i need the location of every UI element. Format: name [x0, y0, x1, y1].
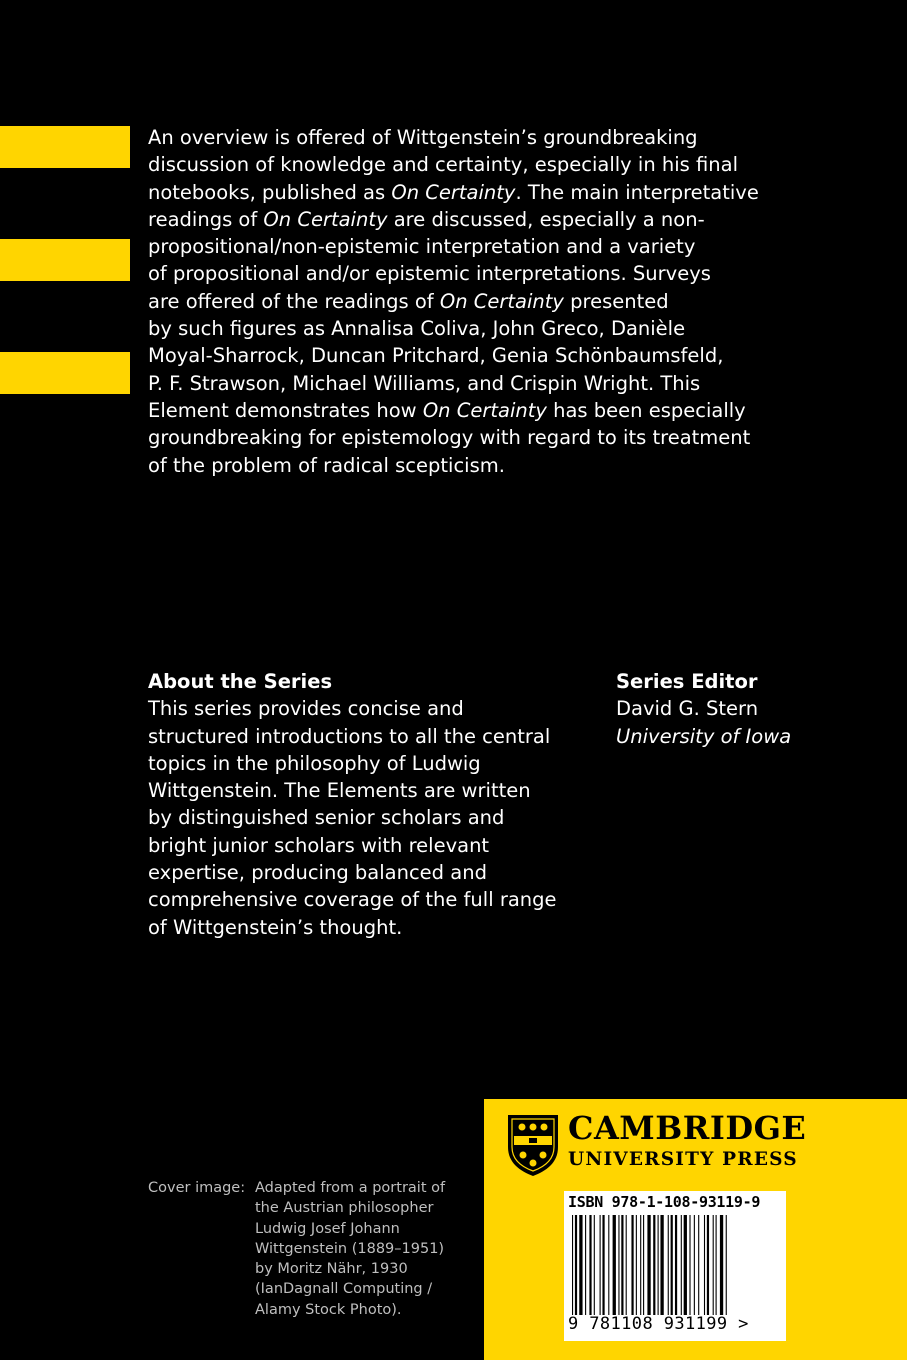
barcode-bar: [707, 1215, 709, 1315]
barcode-bar: [704, 1215, 705, 1315]
barcode-bar: [698, 1215, 699, 1315]
barcode-bar: [668, 1215, 669, 1315]
description-line: Moyal-Sharrock, Duncan Pritchard, Genia Schönbaumsfeld,: [148, 344, 724, 368]
barcode-bar: [589, 1215, 591, 1315]
barcode-bar: [631, 1215, 633, 1315]
about-line: expertise, producing balanced and: [148, 861, 487, 885]
description-line: propositional/non-epistemic interpretation and a variety: [148, 235, 696, 259]
barcode-bar: [647, 1215, 650, 1315]
yellow-stripe: [0, 352, 130, 394]
barcode-bar: [660, 1215, 663, 1315]
barcode-bar: [636, 1215, 637, 1315]
barcode-bar: [613, 1215, 616, 1315]
isbn-barcode: [564, 1191, 786, 1341]
editor-heading: Series Editor: [616, 670, 758, 693]
barcode-bar: [579, 1215, 582, 1315]
cover-credit-text: [255, 1178, 485, 1320]
barcode-digits: 9 781108 931199 >: [568, 1314, 749, 1334]
about-the-series: [148, 668, 608, 941]
about-body: [148, 695, 608, 941]
cover-credit-line: Wittgenstein (1889–1951): [255, 1240, 445, 1257]
about-line: bright junior scholars with relevant: [148, 833, 490, 857]
barcode-bar: [572, 1215, 573, 1315]
description-line: groundbreaking for epistemology with regard to its treatment: [148, 426, 751, 450]
cover-credit-line: by Moritz Nähr, 1930: [255, 1261, 408, 1278]
about-line: This series provides concise and: [148, 697, 464, 721]
barcode-bar: [640, 1215, 641, 1315]
description-line: Element demonstrates how On Certainty has been especially: [148, 398, 746, 422]
publisher-name-line1: CAMBRIDGE: [568, 1109, 807, 1147]
description-line: readings of On Certainty are discussed, especially a non-: [148, 207, 705, 231]
cover-credit-label: Cover image:: [148, 1180, 246, 1196]
description-line: An overview is offered of Wittgenstein’s groundbreaking: [148, 126, 698, 149]
about-line: Wittgenstein. The Elements are written: [148, 779, 531, 803]
barcode-bar: [621, 1215, 623, 1315]
barcode-bar: [684, 1215, 687, 1315]
cambridge-shield-icon: [506, 1113, 560, 1177]
barcode-bar: [608, 1215, 609, 1315]
cover-credit-line: Alamy Stock Photo).: [255, 1301, 402, 1318]
about-line: by distinguished senior scholars and: [148, 806, 505, 830]
about-line: of Wittgenstein’s thought.: [148, 915, 403, 939]
editor-name: David G. Stern: [616, 697, 759, 721]
description-line: of propositional and/or epistemic interpretations. Surveys: [148, 262, 711, 286]
barcode-bar: [653, 1215, 655, 1315]
book-title-italic: On Certainty: [439, 289, 564, 313]
barcode-bar: [626, 1215, 627, 1315]
about-line: topics in the philosophy of Ludwig: [148, 751, 481, 775]
barcode-bar: [658, 1215, 659, 1315]
description-line: are offered of the readings of On Certainty presented: [148, 289, 669, 313]
yellow-stripe: [0, 126, 130, 168]
barcode-bar: [643, 1215, 644, 1315]
publisher-name-line2: UNIVERSITY PRESS: [568, 1149, 798, 1170]
barcode-bar: [694, 1215, 695, 1315]
barcode-bar: [602, 1215, 604, 1315]
about-heading: About the Series: [148, 670, 333, 693]
cover-credit-line: Ludwig Josef Johann: [255, 1220, 400, 1237]
cover-credit-line: (IanDagnall Computing /: [255, 1281, 433, 1298]
description-line: notebooks, published as On Certainty. The main interpretative: [148, 180, 759, 204]
book-title-italic: On Certainty: [422, 398, 547, 422]
barcode-bar: [671, 1215, 673, 1315]
book-description: [148, 124, 828, 479]
isbn-text: ISBN 978-1-108-93119-9: [568, 1193, 761, 1211]
description-line: P. F. Strawson, Michael Williams, and Crispin Wright. This: [148, 371, 701, 395]
editor-affiliation: University of Iowa: [616, 724, 792, 748]
barcode-bar: [720, 1215, 723, 1315]
cover-credit-line: Adapted from a portrait of: [255, 1180, 446, 1196]
barcode-bar: [594, 1215, 595, 1315]
barcode-bar: [726, 1215, 727, 1315]
yellow-stripe: [0, 239, 130, 281]
barcode-bar: [600, 1215, 601, 1315]
cover-credit-line: the Austrian philosopher: [255, 1200, 434, 1217]
publisher-panel: [484, 1099, 907, 1360]
barcode-bar: [675, 1215, 677, 1315]
barcode-bar: [716, 1215, 717, 1315]
barcode-bar: [681, 1215, 682, 1315]
about-line: structured introductions to all the central: [148, 724, 551, 748]
barcode-bar: [575, 1215, 577, 1315]
about-line: comprehensive coverage of the full range: [148, 888, 557, 912]
book-title-italic: On Certainty: [263, 207, 388, 231]
barcode-bar: [618, 1215, 619, 1315]
barcode-bar: [689, 1215, 690, 1315]
description-line: by such figures as Annalisa Coliva, John Greco, Danièle: [148, 317, 686, 341]
description-line: of the problem of radical scepticism.: [148, 453, 505, 477]
barcode-bars: [570, 1215, 780, 1315]
barcode-bar: [713, 1215, 714, 1315]
series-editor: [616, 668, 896, 750]
barcode-bar: [585, 1215, 586, 1315]
description-line: discussion of knowledge and certainty, especially in his final: [148, 153, 739, 177]
book-title-italic: On Certainty: [391, 180, 516, 204]
